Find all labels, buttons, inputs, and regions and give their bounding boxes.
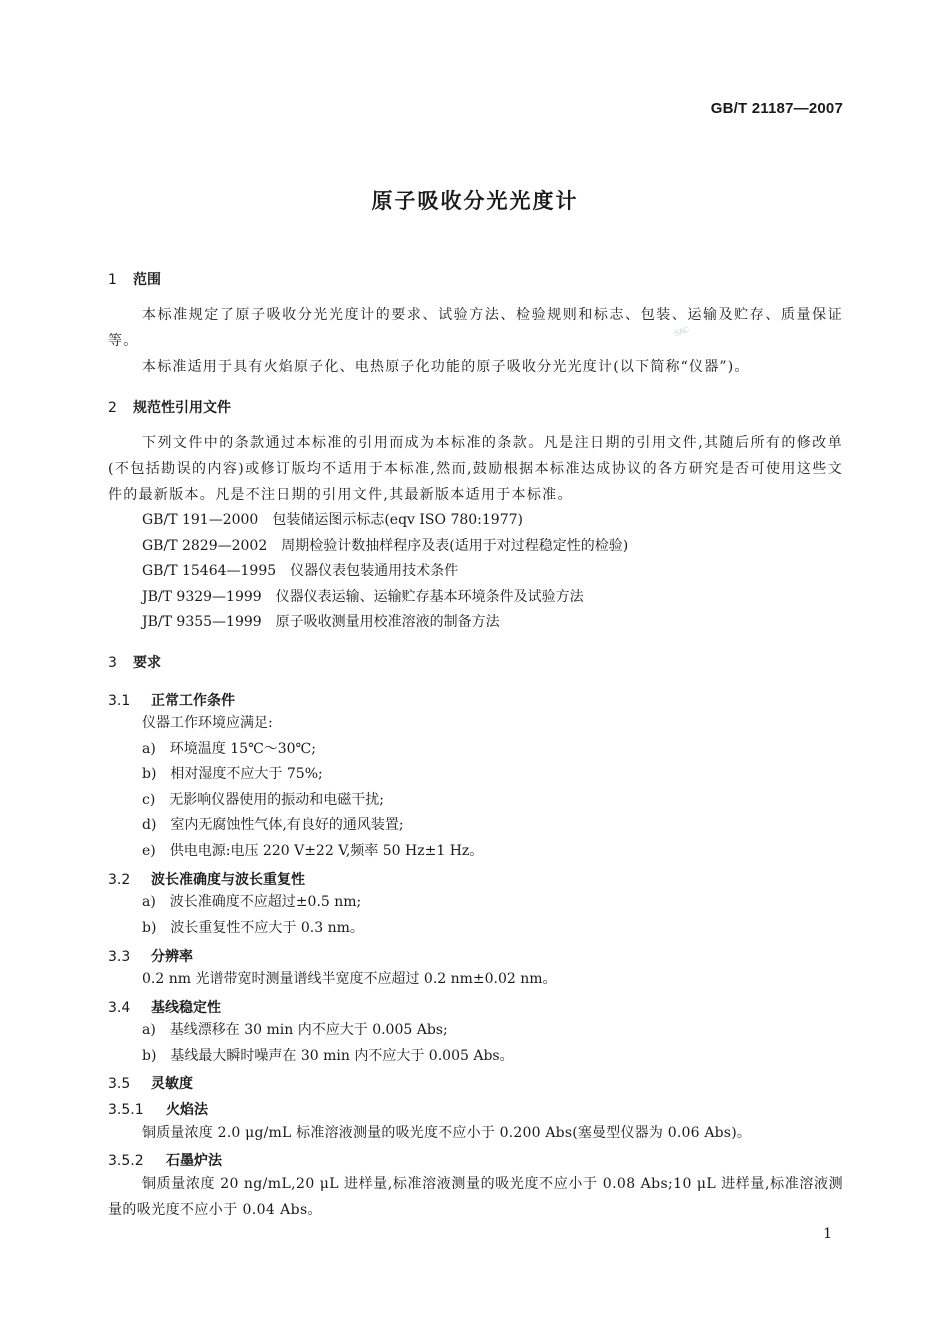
reference-item: GB/T 2829—2002 周期检验计数抽样程序及表(适用于对过程稳定性的检验) [142,538,629,554]
section-number: 3.5.1 [108,1102,144,1118]
section-number: 3.5.2 [108,1153,144,1169]
section-title: 规范性引用文件 [133,400,231,416]
paragraph: 下列文件中的条款通过本标准的引用而成为本标准的条款。凡是注日期的引用文件,其随后所有的修改单(不包括勘误的内容)或修订版均不适用于本标准,然而,鼓励根据本标准达成协议的各方研究是否可使用这些文件的最新版本。凡是不注日期的引用文件,其最新版本适用于本标准。 [108,435,843,503]
list-item: a) 基线漂移在 30 min 内不应大于 0.005 Abs; [142,1022,448,1038]
list-item: b) 相对湿度不应大于 75%; [142,766,323,782]
subsection-3-2-heading [108,869,305,889]
section-title: 石墨炉法 [166,1153,222,1169]
paragraph: 铜质量浓度 20 ng/mL,20 μL 进样量,标准溶液测量的吸光度不应小于 0.08 Abs;10 μL 进样量,标准溶液测量的吸光度不应小于 0.04 Abs。 [108,1176,843,1218]
section-number: 3.5 [108,1076,131,1092]
paragraph: 铜质量浓度 2.0 μg/mL 标准溶液测量的吸光度不应小于 0.200 Abs(塞曼型仪器为 0.06 Abs)。 [142,1125,752,1141]
list-item: b) 波长重复性不应大于 0.3 nm。 [142,920,364,936]
section-title: 范围 [133,272,161,288]
section-number: 2 [108,400,117,416]
page-number: 1 [823,1226,832,1242]
section-title: 要求 [133,655,161,671]
section-3-heading [108,652,161,672]
reference-item: GB/T 191—2000 包装储运图示标志(eqv ISO 780:1977) [142,512,523,528]
standard-code: GB/T 21187—2007 [710,100,843,117]
sac-watermark: SAC [672,324,691,339]
list-item: e) 供电电源:电压 220 V±22 V,频率 50 Hz±1 Hz。 [142,843,484,859]
reference-item: JB/T 9329—1999 仪器仪表运输、运输贮存基本环境条件及试验方法 [142,589,584,605]
section-number: 3.3 [108,949,131,965]
section-title: 波长准确度与波长重复性 [151,872,305,888]
section-1-heading [108,269,161,289]
subsection-3-3-heading [108,946,193,966]
list-item: c) 无影响仪器使用的振动和电磁干扰; [142,792,385,808]
list-item: a) 环境温度 15℃～30℃; [142,741,316,757]
paragraph: 本标准适用于具有火焰原子化、电热原子化功能的原子吸收分光光度计(以下简称“仪器”)。 [142,359,750,375]
reference-item: JB/T 9355—1999 原子吸收测量用校准溶液的制备方法 [142,614,500,630]
section-number: 1 [108,272,117,288]
paragraph: 仪器工作环境应满足: [142,715,273,731]
section-number: 3.2 [108,872,131,888]
section-title: 基线稳定性 [151,1000,221,1016]
list-item: a) 波长准确度不应超过±0.5 nm; [142,894,362,910]
section-title: 灵敏度 [151,1076,193,1092]
document-title: 原子吸收分光光度计 [371,189,579,213]
section-2-heading [108,397,231,417]
section-number: 3.4 [108,1000,131,1016]
subsection-3-5-2-heading [108,1150,222,1170]
subsection-3-1-heading [108,690,235,710]
list-item: b) 基线最大瞬时噪声在 30 min 内不应大于 0.005 Abs。 [142,1048,514,1064]
subsection-3-4-heading [108,997,221,1017]
list-item: d) 室内无腐蚀性气体,有良好的通风装置; [142,817,404,833]
subsection-3-5-heading [108,1073,193,1093]
paragraph: 0.2 nm 光谱带宽时测量谱线半宽度不应超过 0.2 nm±0.02 nm。 [142,971,557,987]
section-title: 分辨率 [151,949,193,965]
subsection-3-5-1-heading [108,1099,208,1119]
paragraph: 本标准规定了原子吸收分光光度计的要求、试验方法、检验规则和标志、包装、运输及贮存、质量保证等。 [108,307,843,349]
section-number: 3.1 [108,693,131,709]
section-number: 3 [108,655,117,671]
reference-item: GB/T 15464—1995 仪器仪表包装通用技术条件 [142,563,459,579]
section-title: 火焰法 [166,1102,208,1118]
section-title: 正常工作条件 [151,693,235,709]
